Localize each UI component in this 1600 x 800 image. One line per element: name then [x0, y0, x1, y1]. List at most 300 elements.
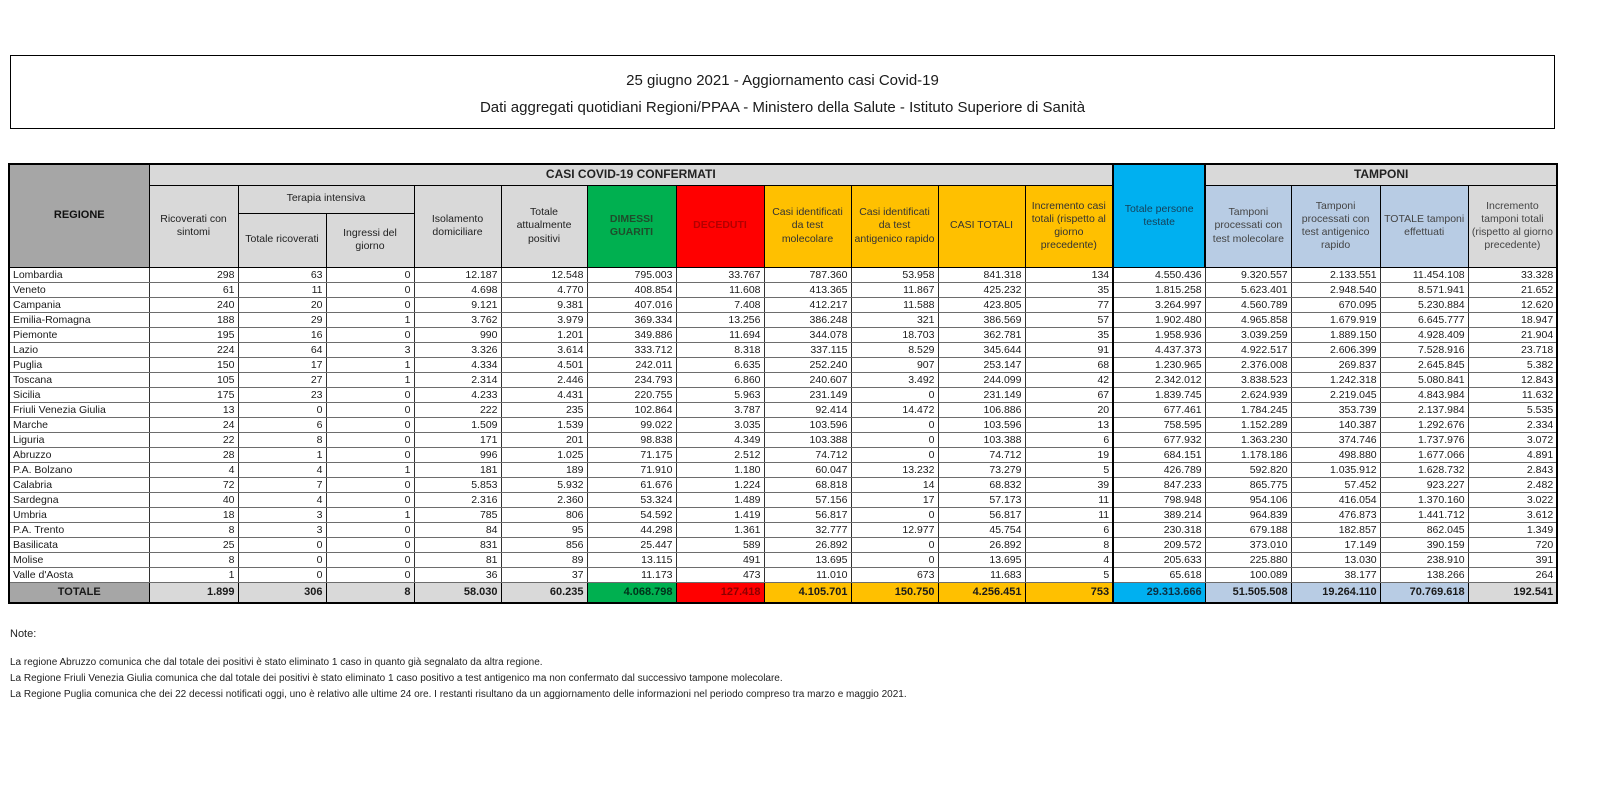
- value-cell: 2.512: [676, 447, 764, 462]
- value-cell: 349.886: [587, 327, 676, 342]
- value-cell: 3.492: [851, 372, 938, 387]
- value-cell: 1.539: [501, 417, 587, 432]
- value-cell: 5.853: [414, 477, 501, 492]
- value-cell: 20: [238, 297, 326, 312]
- value-cell: 3: [326, 342, 414, 357]
- value-cell: 25.447: [587, 537, 676, 552]
- value-cell: 14: [851, 477, 938, 492]
- value-cell: 4.501: [501, 357, 587, 372]
- value-cell: 758.595: [1113, 417, 1205, 432]
- value-cell: 12.187: [414, 267, 501, 282]
- value-cell: 0: [851, 387, 938, 402]
- value-cell: 4.928.409: [1380, 327, 1468, 342]
- value-cell: 181: [414, 462, 501, 477]
- region-cell: P.A. Bolzano: [9, 462, 149, 477]
- value-cell: 53.958: [851, 267, 938, 282]
- value-cell: 2.137.984: [1380, 402, 1468, 417]
- value-cell: 54.592: [587, 507, 676, 522]
- value-cell: 238.910: [1380, 552, 1468, 567]
- value-cell: 81: [414, 552, 501, 567]
- value-cell: 787.360: [764, 267, 851, 282]
- value-cell: 13: [149, 402, 238, 417]
- value-cell: 1.737.976: [1380, 432, 1468, 447]
- value-cell: 11.632: [1468, 387, 1557, 402]
- table-row: [9, 312, 1557, 327]
- region-cell: Toscana: [9, 372, 149, 387]
- value-cell: 3.022: [1468, 492, 1557, 507]
- value-cell: 9.381: [501, 297, 587, 312]
- value-cell: 4.891: [1468, 447, 1557, 462]
- value-cell: 0: [326, 327, 414, 342]
- value-cell: 491: [676, 552, 764, 567]
- value-cell: 20: [1025, 402, 1113, 417]
- value-cell: 831: [414, 537, 501, 552]
- region-cell: Lazio: [9, 342, 149, 357]
- value-cell: 2.342.012: [1113, 372, 1205, 387]
- value-cell: 29: [238, 312, 326, 327]
- table-row: [9, 492, 1557, 507]
- value-cell: 18: [149, 507, 238, 522]
- value-cell: 4.349: [676, 432, 764, 447]
- value-cell: 205.633: [1113, 552, 1205, 567]
- totale-value-cell: 192.541: [1468, 582, 1557, 603]
- value-cell: 0: [851, 417, 938, 432]
- value-cell: 36: [414, 567, 501, 582]
- value-cell: 12.620: [1468, 297, 1557, 312]
- value-cell: 4.843.984: [1380, 387, 1468, 402]
- table-row: [9, 417, 1557, 432]
- totale-value-cell: 150.750: [851, 582, 938, 603]
- value-cell: 11.010: [764, 567, 851, 582]
- table-row: [9, 372, 1557, 387]
- totale-value-cell: 1.899: [149, 582, 238, 603]
- value-cell: 677.461: [1113, 402, 1205, 417]
- note-line-puglia: La Regione Puglia comunica che dei 22 decessi notificati oggi, uno è relativo alle ultime 24 ore. I restanti risultano da un aggiornamento delle informazioni nel periodo compreso tra marzo e maggio 2021.: [10, 689, 907, 700]
- value-cell: 1.889.150: [1291, 327, 1380, 342]
- value-cell: 412.217: [764, 297, 851, 312]
- header-persone-testate: Totale persone testate: [1113, 164, 1205, 267]
- value-cell: 0: [326, 297, 414, 312]
- value-cell: 68: [1025, 357, 1113, 372]
- header-casi-antigenico: Casi identificati da test antigenico rapido: [851, 185, 938, 267]
- value-cell: 3.838.523: [1205, 372, 1291, 387]
- value-cell: 3.326: [414, 342, 501, 357]
- totale-value-cell: 753: [1025, 582, 1113, 603]
- value-cell: 6.635: [676, 357, 764, 372]
- value-cell: 11.173: [587, 567, 676, 582]
- region-cell: Liguria: [9, 432, 149, 447]
- value-cell: 389.214: [1113, 507, 1205, 522]
- value-cell: 990: [414, 327, 501, 342]
- region-cell: Friuli Venezia Giulia: [9, 402, 149, 417]
- value-cell: 91: [1025, 342, 1113, 357]
- value-cell: 0: [851, 432, 938, 447]
- value-cell: 954.106: [1205, 492, 1291, 507]
- value-cell: 3.072: [1468, 432, 1557, 447]
- value-cell: 35: [1025, 282, 1113, 297]
- value-cell: 369.334: [587, 312, 676, 327]
- value-cell: 856: [501, 537, 587, 552]
- table-row: [9, 327, 1557, 342]
- header-casi-totali: CASI TOTALI: [938, 185, 1025, 267]
- value-cell: 408.854: [587, 282, 676, 297]
- value-cell: 57.156: [764, 492, 851, 507]
- report-title: 25 giugno 2021 - Aggiornamento casi Covid-19: [626, 72, 939, 89]
- value-cell: 103.388: [764, 432, 851, 447]
- value-cell: 35: [1025, 327, 1113, 342]
- value-cell: 5.382: [1468, 357, 1557, 372]
- value-cell: 0: [851, 552, 938, 567]
- value-cell: 1.958.936: [1113, 327, 1205, 342]
- value-cell: 2.645.845: [1380, 357, 1468, 372]
- value-cell: 252.240: [764, 357, 851, 372]
- value-cell: 12.843: [1468, 372, 1557, 387]
- region-cell: Abruzzo: [9, 447, 149, 462]
- value-cell: 74.712: [938, 447, 1025, 462]
- value-cell: 269.837: [1291, 357, 1380, 372]
- value-cell: 0: [326, 552, 414, 567]
- value-cell: 476.873: [1291, 507, 1380, 522]
- value-cell: 720: [1468, 537, 1557, 552]
- value-cell: 68.832: [938, 477, 1025, 492]
- value-cell: 337.115: [764, 342, 851, 357]
- value-cell: 56.817: [938, 507, 1025, 522]
- value-cell: 4.437.373: [1113, 342, 1205, 357]
- value-cell: 37: [501, 567, 587, 582]
- value-cell: 1.035.912: [1291, 462, 1380, 477]
- totale-value-cell: 70.769.618: [1380, 582, 1468, 603]
- value-cell: 1: [326, 462, 414, 477]
- value-cell: 13.115: [587, 552, 676, 567]
- value-cell: 1.815.258: [1113, 282, 1205, 297]
- value-cell: 673: [851, 567, 938, 582]
- value-cell: 11.608: [676, 282, 764, 297]
- value-cell: 11.867: [851, 282, 938, 297]
- value-cell: 0: [238, 567, 326, 582]
- value-cell: 3.264.997: [1113, 297, 1205, 312]
- value-cell: 2.376.008: [1205, 357, 1291, 372]
- value-cell: 7.528.916: [1380, 342, 1468, 357]
- value-cell: 5.932: [501, 477, 587, 492]
- table-row: [9, 432, 1557, 447]
- header-isolamento: Isolamento domiciliare: [414, 185, 501, 267]
- header-ingressi-giorno: Ingressi del giorno: [326, 213, 414, 267]
- value-cell: 0: [326, 282, 414, 297]
- value-cell: 38.177: [1291, 567, 1380, 582]
- value-cell: 222: [414, 402, 501, 417]
- table-header: [9, 164, 1557, 267]
- value-cell: 1: [149, 567, 238, 582]
- value-cell: 0: [326, 447, 414, 462]
- value-cell: 182.857: [1291, 522, 1380, 537]
- value-cell: 0: [326, 432, 414, 447]
- value-cell: 426.789: [1113, 462, 1205, 477]
- value-cell: 134: [1025, 267, 1113, 282]
- value-cell: 321: [851, 312, 938, 327]
- value-cell: 89: [501, 552, 587, 567]
- value-cell: 1.419: [676, 507, 764, 522]
- value-cell: 1: [326, 312, 414, 327]
- value-cell: 225.880: [1205, 552, 1291, 567]
- value-cell: 679.188: [1205, 522, 1291, 537]
- notes-title: Note:: [10, 628, 37, 640]
- value-cell: 189: [501, 462, 587, 477]
- value-cell: 16: [238, 327, 326, 342]
- value-cell: 98.838: [587, 432, 676, 447]
- value-cell: 244.099: [938, 372, 1025, 387]
- value-cell: 201: [501, 432, 587, 447]
- note-line-friuli: La Regione Friuli Venezia Giulia comunica che dal totale dei positivi è stato eliminato 1 caso positivo a test antigenico ma non confermato dal successivo tampone molecolare.: [10, 673, 783, 684]
- value-cell: 64: [238, 342, 326, 357]
- header-tamponi-molecolare: Tamponi processati con test molecolare: [1205, 185, 1291, 267]
- value-cell: 33.767: [676, 267, 764, 282]
- value-cell: 333.712: [587, 342, 676, 357]
- value-cell: 589: [676, 537, 764, 552]
- value-cell: 13.030: [1291, 552, 1380, 567]
- table-row: [9, 387, 1557, 402]
- table-row: [9, 477, 1557, 492]
- totale-value-cell: 29.313.666: [1113, 582, 1205, 603]
- value-cell: 0: [326, 522, 414, 537]
- value-cell: 4.560.789: [1205, 297, 1291, 312]
- value-cell: 795.003: [587, 267, 676, 282]
- value-cell: 3.787: [676, 402, 764, 417]
- value-cell: 171: [414, 432, 501, 447]
- value-cell: 6.860: [676, 372, 764, 387]
- value-cell: 1.242.318: [1291, 372, 1380, 387]
- value-cell: 1.370.160: [1380, 492, 1468, 507]
- value-cell: 374.746: [1291, 432, 1380, 447]
- header-attualmente-positivi: Totale attualmente positivi: [501, 185, 587, 267]
- value-cell: 0: [326, 417, 414, 432]
- value-cell: 4: [1025, 552, 1113, 567]
- value-cell: 0: [326, 537, 414, 552]
- value-cell: 1: [326, 372, 414, 387]
- table-row: [9, 507, 1557, 522]
- value-cell: 0: [851, 537, 938, 552]
- header-casi-confermati-band: CASI COVID-19 CONFERMATI: [149, 164, 1113, 185]
- value-cell: 4: [238, 462, 326, 477]
- value-cell: 5: [1025, 567, 1113, 582]
- value-cell: 416.054: [1291, 492, 1380, 507]
- value-cell: 0: [326, 402, 414, 417]
- value-cell: 4: [238, 492, 326, 507]
- value-cell: 57.452: [1291, 477, 1380, 492]
- value-cell: 5.963: [676, 387, 764, 402]
- value-cell: 8.571.941: [1380, 282, 1468, 297]
- table-footer: [9, 582, 1557, 603]
- value-cell: 103.596: [938, 417, 1025, 432]
- value-cell: 1.489: [676, 492, 764, 507]
- value-cell: 240.607: [764, 372, 851, 387]
- value-cell: 11: [1025, 507, 1113, 522]
- value-cell: 60.047: [764, 462, 851, 477]
- value-cell: 102.864: [587, 402, 676, 417]
- value-cell: 0: [238, 402, 326, 417]
- header-totale-tamponi: TOTALE tamponi effettuati: [1380, 185, 1468, 267]
- value-cell: 264: [1468, 567, 1557, 582]
- value-cell: 95: [501, 522, 587, 537]
- value-cell: 56.817: [764, 507, 851, 522]
- value-cell: 106.886: [938, 402, 1025, 417]
- value-cell: 3: [238, 522, 326, 537]
- value-cell: 103.388: [938, 432, 1025, 447]
- value-cell: 39: [1025, 477, 1113, 492]
- value-cell: 11: [238, 282, 326, 297]
- value-cell: 670.095: [1291, 297, 1380, 312]
- value-cell: 13.695: [764, 552, 851, 567]
- value-cell: 5.230.884: [1380, 297, 1468, 312]
- value-cell: 806: [501, 507, 587, 522]
- value-cell: 386.569: [938, 312, 1025, 327]
- region-cell: Sicilia: [9, 387, 149, 402]
- value-cell: 138.266: [1380, 567, 1468, 582]
- value-cell: 592.820: [1205, 462, 1291, 477]
- value-cell: 23.718: [1468, 342, 1557, 357]
- region-cell: Piemonte: [9, 327, 149, 342]
- value-cell: 0: [238, 552, 326, 567]
- value-cell: 1.441.712: [1380, 507, 1468, 522]
- region-cell: Lombardia: [9, 267, 149, 282]
- value-cell: 40: [149, 492, 238, 507]
- value-cell: 57.173: [938, 492, 1025, 507]
- value-cell: 391: [1468, 552, 1557, 567]
- value-cell: 8: [1025, 537, 1113, 552]
- region-cell: Umbria: [9, 507, 149, 522]
- value-cell: 5.535: [1468, 402, 1557, 417]
- value-cell: 5.623.401: [1205, 282, 1291, 297]
- value-cell: 61: [149, 282, 238, 297]
- value-cell: 71.910: [587, 462, 676, 477]
- value-cell: 92.414: [764, 402, 851, 417]
- totale-value-cell: 127.418: [676, 582, 764, 603]
- value-cell: 17: [851, 492, 938, 507]
- totale-value-cell: 19.264.110: [1291, 582, 1380, 603]
- value-cell: 6: [238, 417, 326, 432]
- covid-data-table: [8, 163, 1558, 604]
- value-cell: 345.644: [938, 342, 1025, 357]
- value-cell: 0: [851, 507, 938, 522]
- value-cell: 53.324: [587, 492, 676, 507]
- value-cell: 0: [326, 492, 414, 507]
- value-cell: 996: [414, 447, 501, 462]
- value-cell: 231.149: [764, 387, 851, 402]
- value-cell: 77: [1025, 297, 1113, 312]
- value-cell: 63: [238, 267, 326, 282]
- totale-value-cell: 8: [326, 582, 414, 603]
- value-cell: 84: [414, 522, 501, 537]
- value-cell: 235: [501, 402, 587, 417]
- value-cell: 407.016: [587, 297, 676, 312]
- value-cell: 44.298: [587, 522, 676, 537]
- value-cell: 9.320.557: [1205, 267, 1291, 282]
- value-cell: 1.784.245: [1205, 402, 1291, 417]
- value-cell: 42: [1025, 372, 1113, 387]
- region-cell: Veneto: [9, 282, 149, 297]
- value-cell: 11.683: [938, 567, 1025, 582]
- value-cell: 413.365: [764, 282, 851, 297]
- table-row: [9, 342, 1557, 357]
- table-row: [9, 447, 1557, 462]
- value-cell: 8: [149, 552, 238, 567]
- header-incremento-casi: Incremento casi totali (rispetto al giorno precedente): [1025, 185, 1113, 267]
- totale-value-cell: 4.105.701: [764, 582, 851, 603]
- value-cell: 677.932: [1113, 432, 1205, 447]
- value-cell: 2.314: [414, 372, 501, 387]
- value-cell: 175: [149, 387, 238, 402]
- value-cell: 1.178.186: [1205, 447, 1291, 462]
- value-cell: 1.025: [501, 447, 587, 462]
- note-line-abruzzo: La regione Abruzzo comunica che dal totale dei positivi è stato eliminato 1 caso in quanto già segnalato da altra regione.: [10, 657, 543, 668]
- value-cell: 21.652: [1468, 282, 1557, 297]
- value-cell: 0: [326, 567, 414, 582]
- region-cell: Puglia: [9, 357, 149, 372]
- region-cell: Basilicata: [9, 537, 149, 552]
- value-cell: 21.904: [1468, 327, 1557, 342]
- value-cell: 27: [238, 372, 326, 387]
- value-cell: 4.233: [414, 387, 501, 402]
- totale-row: [9, 582, 1557, 603]
- value-cell: 4.922.517: [1205, 342, 1291, 357]
- value-cell: 22: [149, 432, 238, 447]
- value-cell: 923.227: [1380, 477, 1468, 492]
- value-cell: 7.408: [676, 297, 764, 312]
- table-row: [9, 462, 1557, 477]
- value-cell: 26.892: [764, 537, 851, 552]
- value-cell: 1.902.480: [1113, 312, 1205, 327]
- region-cell: Calabria: [9, 477, 149, 492]
- value-cell: 2.948.540: [1291, 282, 1380, 297]
- value-cell: 240: [149, 297, 238, 312]
- value-cell: 298: [149, 267, 238, 282]
- value-cell: 13.695: [938, 552, 1025, 567]
- region-cell: Molise: [9, 552, 149, 567]
- value-cell: 841.318: [938, 267, 1025, 282]
- value-cell: 231.149: [938, 387, 1025, 402]
- value-cell: 0: [238, 537, 326, 552]
- value-cell: 140.387: [1291, 417, 1380, 432]
- value-cell: 1: [326, 357, 414, 372]
- table-row: [9, 537, 1557, 552]
- value-cell: 100.089: [1205, 567, 1291, 582]
- value-cell: 65.618: [1113, 567, 1205, 582]
- value-cell: 230.318: [1113, 522, 1205, 537]
- value-cell: 3.979: [501, 312, 587, 327]
- value-cell: 2.606.399: [1291, 342, 1380, 357]
- value-cell: 3.039.259: [1205, 327, 1291, 342]
- value-cell: 5: [1025, 462, 1113, 477]
- value-cell: 188: [149, 312, 238, 327]
- table-row: [9, 552, 1557, 567]
- value-cell: 4.698: [414, 282, 501, 297]
- value-cell: 242.011: [587, 357, 676, 372]
- value-cell: 67: [1025, 387, 1113, 402]
- value-cell: 14.472: [851, 402, 938, 417]
- value-cell: 18.947: [1468, 312, 1557, 327]
- region-cell: Valle d'Aosta: [9, 567, 149, 582]
- value-cell: 99.022: [587, 417, 676, 432]
- value-cell: 1.292.676: [1380, 417, 1468, 432]
- value-cell: 3.614: [501, 342, 587, 357]
- value-cell: 23: [238, 387, 326, 402]
- header-terapia-intensiva: Terapia intensiva: [238, 185, 414, 213]
- value-cell: 1.230.965: [1113, 357, 1205, 372]
- table-row: [9, 567, 1557, 582]
- header-deceduti: DECEDUTI: [676, 185, 764, 267]
- value-cell: 57: [1025, 312, 1113, 327]
- value-cell: 4.550.436: [1113, 267, 1205, 282]
- region-cell: Sardegna: [9, 492, 149, 507]
